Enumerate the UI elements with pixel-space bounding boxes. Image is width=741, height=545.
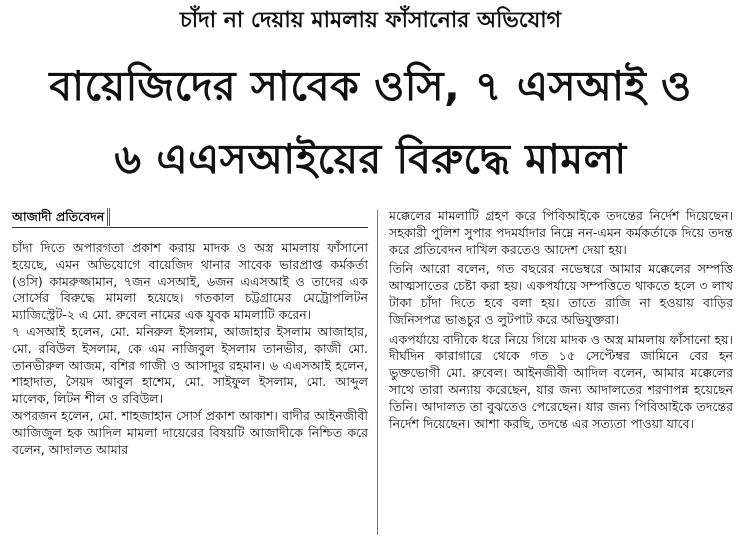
article-column-right [389,208,733,432]
paragraph: ৭ এসআই হলেন, মো. মনিরুল ইসলাম, আজাহার ইসলাম আজাহার, মো. রবিউল ইসলাম, কে এম নাজিবুল ইসলাম তানভীর, কাজী মো. তানভীরুল আজম, বশির গাজী ও আসাদুর রহমান। ৬ এএসআই হলেন, শাহাদাত, সৈয়দ আবুল হাশেম, মো. সাইফুল ইসলাম, মো. আব্দুল মালেক, লিটন শীল ও রবিউল। [12,323,368,407]
paragraph: তিনি আরো বলেন, গত বছরের নভেম্বরে আমার মক্কেলের সম্পত্তি আত্মসাতের চেষ্টা করা হয়। একপর্যায়ে সম্পত্তিতে থাকতে হলে ৩ লাখ টাকা চাঁদা দিতে হবে বলা হয়। তাতে রাজি না হওয়ায় বাড়ির জিনিসপত্র ভাঙচুর ও লুটপাট করে অভিযুক্তরা। [389,261,733,327]
paragraph: অপরজন হলেন, মো. শাহজাহান সোর্স প্রকাশ আকাশ। বাদীর আইনজীবী আজিজুল হক আদিল মামলা দায়েরের বিষয়টি আজাদীকে নিশ্চিত করে বলেন, আদালত আমার [12,407,368,457]
paragraph: মক্কেলের মামলাটি গ্রহণ করে পিবিআইকে তদন্তের নির্দেশ দিয়েছেন। সহকারী পুলিশ সুপার পদমর্যাদার নিম্নে নন-এমন কর্মকর্তাকে দিয়ে তদন্ত করে প্রতিবেদন দাখিল করতেও আদেশ দেয়া হয়। [389,208,733,257]
main-headline [10,50,731,196]
byline: আজাদী প্রতিবেদন [12,208,110,226]
kicker-headline: চাঁদা না দেয়ায় মামলায় ফাঁসানোর অভিযোগ [179,8,562,33]
column-divider [377,210,378,535]
paragraph: একপর্যায়ে বাদীকে ধরে নিয়ে গিয়ে মাদক ও অস্ত্র মামলায় ফাঁসানো হয়। দীর্ঘদিন কারাগারে থেকে গত ১৫ সেপ্টেম্বর জামিনে বের হন ভুক্তভোগী মো. রুবেল। আইনজীবী আদিল বলেন, আমার মক্কেলের সাথে তারা অন্যায় করেছেন, যার জন্য আদালতের শরণাপন্ন হয়েছেন তিনি। আদালত তা বুঝতেও পেরেছেন। যার জন্য পিবিআইকে তদন্তের নির্দেশ দিয়েছেন। আশা করছি, তদন্তে এর সত্যতা পাওয়া যাবে। [389,331,733,431]
byline-rule [12,227,368,228]
article-column-left [12,208,368,458]
byline-row [12,208,368,228]
headline-line-2: ৬ এএসআইয়ের বিরুদ্ধে মামলা [114,135,627,183]
paragraph: চাঁদা দিতে অপারগতা প্রকাশ করায় মাদক ও অস্ত্র মামলায় ফাঁসানো হয়েছে, এমন অভিযোগে বায়েজিদ থানার সাবেক ভারপ্রাপ্ত কর্মকর্তা (ওসি) কামরুজ্জামান, ৭জন এসআই, ৬জন এএসআই ও তাদের এক সোর্সের বিরুদ্ধে মামলা হয়েছে। গতকাল চট্টগ্রামের মেট্রোপলিটন ম্যাজিস্ট্রেট-২ এ মো. রুবেল নামের এক যুবক মামলাটি করেন। [12,240,368,323]
headline-line-1: বায়েজিদের সাবেক ওসি, ৭ এসআই ও [49,62,692,110]
